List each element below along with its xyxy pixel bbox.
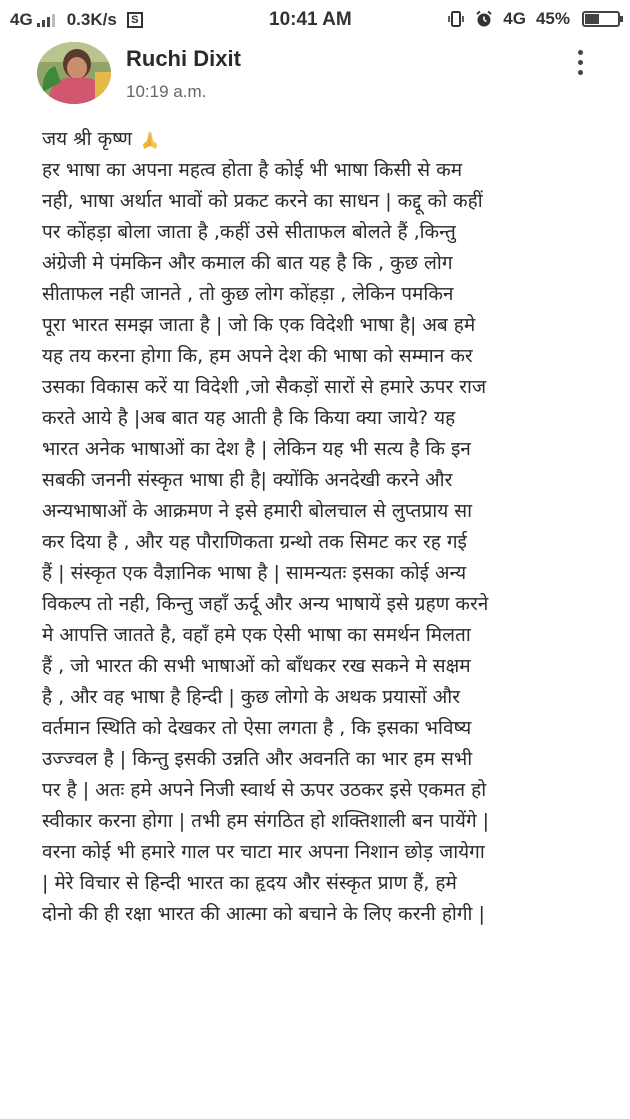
post-text-line: अन्यभाषाओं के आक्रमण ने इसे हमारी बोलचाल से लुप्तप्राय सा	[42, 500, 473, 522]
post-text-line: भारत अनेक भाषाओं का देश है | लेकिन यह भी सत्य है कि इन	[42, 438, 471, 460]
post-text-line: यह तय करना होगा कि, हम अपने देश की भाषा को सम्मान कर	[42, 345, 473, 367]
post-timestamp: 10:19 a.m.	[126, 82, 207, 101]
pray-icon	[138, 129, 162, 151]
post-text-line: उसका विकास करें या विदेशी ,जो सैकड़ों सारों से हमारे ऊपर राज	[42, 376, 487, 398]
post-text-line: है , और वह भाषा है हिन्दी | कुछ लोगो के अथक प्रयासों और	[42, 686, 460, 708]
post-text-line: वरना कोई भी हमारे गाल पर चाटा मार अपना निशान छोड़ जायेगा	[42, 841, 485, 863]
post-text-line: विकल्प तो नही, किन्तु जहाँ ऊर्दू और अन्य भाषायें इसे ग्रहण करने	[42, 593, 489, 615]
post-text-line: करते आये है |अब बात यह आती है कि किया क्या जाये? यह	[42, 407, 456, 429]
post-text-line: उज्ज्वल है | किन्तु इसकी उन्नति और अवनति का भार हम सभी	[42, 748, 473, 770]
more-options-button[interactable]	[566, 42, 594, 82]
post-text-line: हैं | संस्कृत एक वैज्ञानिक भाषा है | सामन्यतः इसका कोई अन्य	[42, 562, 467, 584]
network-type-right: 4G	[503, 9, 526, 28]
status-right	[447, 9, 620, 29]
post-text-line: पूरा भारत समझ जाता है | जो कि एक विदेशी भाषा है| अब हमे	[42, 314, 476, 336]
battery-icon	[582, 11, 620, 27]
post-text-line: स्वीकार करना होगा | तभी हम संगठित हो शक्तिशाली बन पायेंगे |	[42, 810, 490, 832]
post-header	[0, 40, 630, 120]
alarm-icon	[475, 10, 493, 28]
speed-icon: S	[127, 12, 143, 28]
greeting-text: जय श्री कृष्ण	[42, 128, 133, 150]
post-text-line: नही, भाषा अर्थात भावों को प्रकट करने का साधन | कद्दू को कहीं	[42, 190, 483, 212]
post-text-line: हर भाषा का अपना महत्व होता है कोई भी भाषा किसी से कम	[42, 159, 463, 181]
more-dot-icon	[578, 70, 583, 75]
post-text-line: | मेरे विचार से हिन्दी भारत का हृदय और संस्कृत प्राण हैं, हमे	[42, 872, 457, 894]
post-body	[42, 124, 622, 930]
status-bar	[0, 0, 630, 44]
post-text	[42, 155, 622, 930]
more-dot-icon	[578, 50, 583, 55]
post-text-line: कर दिया है , और यह पौराणिकता ग्रन्थो तक सिमट कर रह गई	[42, 531, 467, 553]
post-text-line: दोनो की ही रक्षा भारत की आत्मा को बचाने के लिए करनी होगी |	[42, 903, 485, 925]
post-text-line: पर है | अतः हमे अपने निजी स्वार्थ से ऊपर उठकर इसे एकमत हो	[42, 779, 487, 801]
post-greeting	[42, 124, 622, 155]
more-dot-icon	[578, 60, 583, 65]
avatar[interactable]	[37, 42, 111, 104]
network-speed: 0.3K/s	[66, 10, 117, 29]
battery-level	[585, 14, 599, 24]
network-type-left: 4G	[10, 10, 33, 29]
battery-percent: 45%	[535, 9, 570, 28]
post-text-line: वर्तमान स्थिति को देखकर तो ऐसा लगता है , कि इसका भविष्य	[42, 717, 472, 739]
post-text-line: पर कोंहड़ा बोला जाता है ,कहीं उसे सीताफल बोलते हैं ,किन्तु	[42, 221, 456, 243]
signal-icon	[37, 13, 55, 27]
vibrate-icon	[447, 10, 465, 28]
status-time: 10:41 AM	[269, 9, 352, 30]
post-text-line: मे आपत्ति जातते है, वहाँ हमे एक ऐसी भाषा का समर्थन मिलता	[42, 624, 471, 646]
status-left	[10, 10, 143, 30]
post-text-line: सबकी जननी संस्कृत भाषा ही है| क्योंकि अनदेखी करने और	[42, 469, 453, 491]
post-text-line: अंग्रेजी मे पंमकिन और कमाल की बात यह है कि , कुछ लोग	[42, 252, 453, 274]
post-text-line: हैं , जो भारत की सभी भाषाओं को बाँधकर रख सकने मे सक्षम	[42, 655, 471, 677]
post-text-line: सीताफल नही जानते , तो कुछ लोग कोंहड़ा , लेकिन पमकिन	[42, 283, 454, 305]
author-name[interactable]: Ruchi Dixit	[126, 46, 241, 71]
